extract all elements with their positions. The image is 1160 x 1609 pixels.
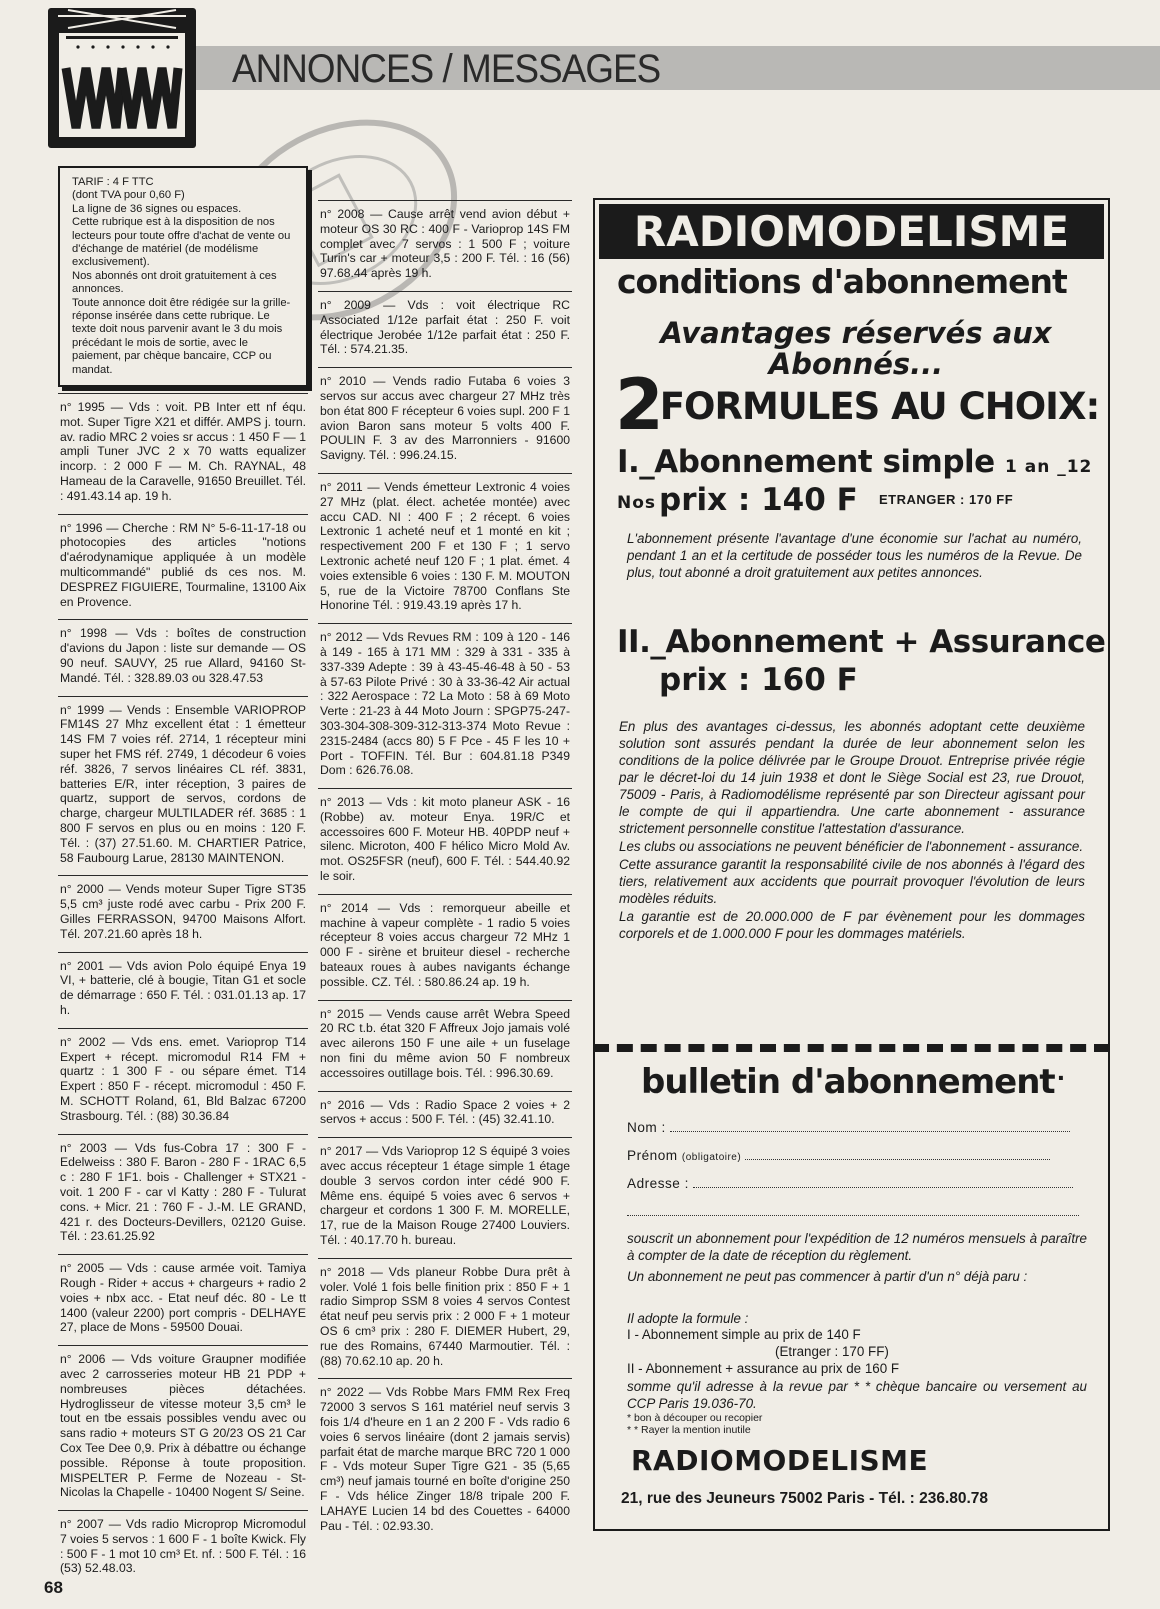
nom-label: Nom :	[627, 1120, 666, 1135]
formula-2-paragraph: Les clubs ou associations ne peuvent bénéficier de l'abonnement - assurance.	[619, 839, 1084, 854]
formula-1-foreign-price: ETRANGER : 170 FF	[879, 492, 1014, 507]
prenom-required-note: (obligatoire)	[681, 1152, 742, 1163]
formula-2-paragraph: En plus des avantages ci-dessus, les abonnés adoptant cette deuxième solution sont assurés pendant la durée de leur abonnement selon les conditions de la police délivrée par le Groupe Drouot. Entreprise privée régie par le décret-loi du 14 juin 1938 et dont le Siège Social est 23, rue Drouot, 75009 - Paris, à Radiomodélisme représenté par son Directeur agissant pour le compte de qui il appartiendra. Une carte abonnement - assurance strictement personnelle constitue l'attestation d'assurance.	[619, 719, 1085, 836]
brand-banner: RADIOMODELISME	[599, 204, 1104, 259]
bulletin-option-1: I - Abonnement simple au prix de 140 F	[627, 1327, 861, 1342]
tarif-line: La ligne de 36 signes ou espaces.	[72, 202, 242, 215]
classified-ad: n° 2005 — Vds : cause armée voit. Tamiya Rough - Rider + accus + chargeurs + radio 2 voies + nbx acc. - Etat neuf déc. 80 - Le tt 1400 (valeur 2200) port compris - DELHAYE 27, place de Mons - 59500 Douai.	[58, 1254, 308, 1345]
formules-heading	[615, 364, 1100, 446]
nom-field[interactable]	[627, 1120, 1070, 1135]
classified-ad: n° 2013 — Vds : kit moto planeur ASK - 16 (Robbe) av. moteur Enya. 19R/C et accessoires 600 F. Moteur HB. 40PDP neuf + silenc. Microton, 400 F hélico Micro Mold Av. mot. OS25FSR (neuf), 600 F. Tél. : 544.40.92 le soir.	[318, 788, 572, 894]
tarif-line: Toute annonce doit être rédigée sur la grille-réponse insérée dans cette rubrique. Le texte doit nous parvenir avant le 3 du mois précédant le mois de sortie, avec le paiement, par chèque bancaire, CCP ou mandat.	[72, 296, 291, 376]
cut-line	[593, 1044, 1110, 1052]
formules-number: 2	[615, 364, 660, 446]
formula-1-label: I._Abonnement simple	[617, 444, 995, 480]
formula-2-paragraph: Cette assurance garantit la responsabilité civile de nos abonnés à l'égard des tiers, relativement aux accidents que pourrait provoquer l'évolution de leurs modèles réduits.	[619, 857, 1085, 906]
formula-2-price: prix : 160 F	[659, 662, 858, 698]
classified-ad: n° 2009 — Vds : voit électrique RC Associated 1/12e parfait état : 250 F. voit électrique Jerobée 1/12e parfait état : 250 F. Tél. : 574.21.35.	[318, 291, 572, 367]
classified-ad: n° 2008 — Cause arrêt vend avion début + moteur OS 30 RC : 400 F - Varioprop 14S FM complet avec 7 servos : 1 500 F ; voiture Turin's car + moteur 3,5 : 200 F. Tél. : 16 (56) 97.68.44 après 19 h.	[318, 200, 572, 291]
prenom-label: Prénom	[627, 1148, 678, 1163]
classified-ad: n° 2015 — Vends cause arrêt Webra Speed 20 RC t.b. état 320 F Affreux Jojo jamais volé avec ailerons 150 F une aile + un fuselage non fini du même avion 50 F nombreux accessoires outillage bois. Tél. : 996.30.69.	[318, 1000, 572, 1091]
brand-footer: RADIOMODELISME	[631, 1444, 929, 1477]
prenom-field[interactable]	[627, 1148, 1050, 1163]
classified-ad: n° 2014 — Vds : remorqueur abeille et machine à vapeur complète - 1 radio 5 voies récepteur 8 voies accus chargeur 72 MHz 1 000 F - sirène et bruiteur diesel - recherche bateaux roues à aubes navigants échange possible. CZ. Tél. : 580.86.24 ap. 19 h.	[318, 894, 572, 1000]
bulletin-heading: bulletin d'abonnement	[641, 1062, 1055, 1102]
bulletin-text: Il adopte la formule :	[627, 1311, 749, 1326]
formula-1-duration: 1 an _12 Nos	[617, 457, 1093, 513]
classified-ad: n° 2010 — Vends radio Futaba 6 voies 3 servos sur accus avec chargeur 27 MHz très bon état 800 F récepteur 6 voies supl. 200 F 1 avion Baron sans moteur 5 volts 400 F. POULIN F. 3 av des Marronniers - 91600 Savigny. Tél. : 996.24.15.	[318, 367, 572, 473]
ads-column-2	[318, 200, 572, 1543]
publisher-address: 21, rue des Jeuneurs 75002 Paris - Tél. : 236.80.78	[621, 1490, 989, 1507]
classified-ad: n° 1996 — Cherche : RM N° 5-6-11-17-18 ou photocopies des articles "notions d'aérodynamique appliquée à un modèle multicommandé" publié ds ces nos. M. DESPREZ FIGUIERE, Tourmaline, 13100 Aix en Provence.	[58, 514, 308, 620]
adresse-label: Adresse :	[627, 1176, 689, 1191]
formula-1-text: L'abonnement présente l'avantage d'une économie sur l'achat au numéro, pendant 1 an et la certitude de posséder tous les numéros de la Revue. De plus, tout abonné a droit gratuitement aux petites annonces.	[627, 531, 1082, 580]
classified-ad: n° 2018 — Vds planeur Robbe Dura prêt à voler. Volé 1 fois belle finition prix : 850 F + 1 radio Simprop SSM 8 voies 4 servos Contest état neuf peu servis prix : 2 000 F + 1 moteur OS 6 cm³ prix : 280 F. DIEMER Hubert, 29, rue des Romains, 67440 Marmoutier. Tél. : (88) 70.62.10 ap. 20 h.	[318, 1258, 572, 1379]
classified-ad: n° 2012 — Vds Revues RM : 109 à 120 - 146 à 149 - 165 à 171 MM : 329 à 331 - 335 à 337-339 Adepte : 39 à 43-45-46-48 à 50 - 53 à 57-63 Pilote Privé : 30 à 33-36-42 Air actual : 322 Aerospace : 72 La Moto : 58 à 69 Moto Verte : 21-23 à 44 Moto Journ : SPGP75-247-303-304-308-309-312-313-374 Moto Revue : 2315-2484 (accs 80) 5 F Pce - 45 F les 10 + Port - TOFFIN. Tél. Bur : 604.81.18 P349 Dom : 626.76.08.	[318, 623, 572, 788]
bulletin-option-1-foreign: (Etranger : 170 FF)	[775, 1344, 889, 1359]
adresse-dotted-line[interactable]	[693, 1178, 1073, 1188]
classified-ad: n° 2002 — Vds ens. emet. Varioprop T14 Expert + récept. micromodul R14 FM + quartz : 1 300 F - ou sépare émet. T14 Expert : 850 F - récept. micromodul : 450 F. M. SCHOTT Roland, 61, Bld Balzac 67200 Strasbourg. Tél. : (88) 30.36.84	[58, 1028, 308, 1134]
classified-ad: n° 2016 — Vds : Radio Space 2 voies + 2 servos + accus : 500 F. Tél. : (45) 32.41.10.	[318, 1091, 572, 1138]
classified-ad: n° 2006 — Vds voiture Graupner modifiée avec 2 carrosseries moteur HB 21 PDP + nombreuses pièces détachées. Hydroglisseur de vitesse moteur 3,5 cm³ le tout en tbe essais possibles vendu avec ou sans radio + moteurs ST G 20/23 OS 21 Car Cox Tee Dee 0,9. Prix à débattre ou échange possible. Réponse à toute proposition. MISPELTER P. Ferme de Nozeau - St-Nicolas la Chapelle - 10400 Nogent S/ Seine.	[58, 1345, 308, 1510]
classified-ad: n° 1995 — Vds : voit. PB Inter ett nf équ. mot. Super Tigre X21 et différ. AMPS j. tourn. av. radio MRC 2 voies sr accus : 1 450 F — 1 ampli Tuner JVC 2 x 70 watts equalizer incorp. : 2 000 F — M. Ch. RAYNAL, 48 Hameau de la Caravelle, 91650 Breuillet. Tél. : 491.43.14 ap. 19 h.	[58, 393, 308, 514]
adresse-field[interactable]	[627, 1176, 1073, 1191]
nom-dotted-line[interactable]	[670, 1122, 1070, 1132]
footnote: * bon à découper ou recopier	[627, 1412, 763, 1424]
subscription-box	[593, 198, 1110, 1531]
classified-ad: n° 2017 — Vds Varioprop 12 S équipé 3 voies avec accus récepteur 1 étage simple 1 étage double 3 servos cordon inter cédé 900 F. Même ens. équipé 5 voies avec 6 servos + chargeur et cordons 1 300 F. M. MORELLE, 17, rue de la Maison Rouge 27400 Louviers. Tél. : 40.17.70 h. bureau.	[318, 1137, 572, 1258]
prenom-dotted-line[interactable]	[745, 1150, 1050, 1160]
bulletin-option-2: II - Abonnement + assurance au prix de 160 F	[627, 1361, 900, 1376]
tarif-box	[58, 166, 308, 387]
bulletin-dot: ·	[1057, 1062, 1067, 1093]
formula-1-price: prix : 140 F	[659, 482, 858, 518]
tarif-line: (dont TVA pour 0,60 F)	[72, 189, 185, 202]
tarif-line: Nos abonnés ont droit gratuitement à ces annonces.	[72, 269, 277, 296]
ads-column-1	[58, 166, 308, 1586]
avantages-heading: Avantages réservés aux Abonnés...	[660, 316, 1052, 381]
subscription-subtitle: conditions d'abonnement	[617, 262, 1067, 301]
classified-ad: n° 2011 — Vends émetteur Lextronic 4 voies 27 MHz (plat. élect. achetée montée) avec accu CAD. NI : 400 F ; 2 récept. 6 voies Lextronic 1 acheté neuf et 1 monté en kit ; respectivement 200 F et 130 F ; 1 servo Lextronic acheté neuf 120 F ; 1 plat. émet. 4 voies extensible 6 voies : 130 F. M. MOUTON 5, rue de la Victoire 78700 Conflans Ste Honorine Tél. : 919.43.19 après 17 h.	[318, 473, 572, 623]
formula-2-text	[619, 718, 1085, 943]
classified-ad: n° 2000 — Vends moteur Super Tigre ST35 5,5 cm³ juste rodé avec carbu - Prix 200 F. Gilles FERRASSON, 94700 Maisons Alfort. Tél. 207.21.60 après 18 h.	[58, 875, 308, 951]
classified-ad: n° 2003 — Vds fus-Cobra 17 : 300 F - Edelweiss : 380 F. Baron - 280 F - 1RAC 6,5 c : 280 F 1F1. bois - Challenger + STX21 - voit. 1 200 F - car vl Katty : 280 F - Tulurat cons. + Micr. 21 : 760 F - J.-M. LE GRAND, 421 r. des Docteurs-Devillers, 02120 Guise. Tél. : 23.61.25.92	[58, 1134, 308, 1255]
classified-ad: n° 2001 — Vds avion Polo équipé Enya 19 VI, + batterie, clé à bougie, Titan G1 et socle de démarrage : 650 F. Tél. : 031.01.13 ap. 17 h.	[58, 952, 308, 1028]
tarif-line: TARIF : 4 F TTC	[72, 176, 154, 188]
bulletin-text: Un abonnement ne peut pas commencer à partir d'un n° déjà paru :	[627, 1269, 1028, 1284]
mw-logo-icon	[48, 8, 196, 148]
formules-text: FORMULES AU CHOIX:	[659, 385, 1100, 428]
formula-2-paragraph: La garantie est de 20.000.000 de F par évènement pour les dommages corporels et de 1.000.000 F pour les dommages matériels.	[619, 909, 1085, 941]
bulletin-text: souscrit un abonnement pour l'expédition de 12 numéros mensuels à paraître à compter de la date de réception du règlement.	[627, 1231, 1087, 1263]
footnote: * * Rayer la mention inutile	[627, 1424, 751, 1436]
bulletin-text: somme qu'il adresse à la revue par * * chèque bancaire ou versement au CCP Paris 19.036-70.	[627, 1379, 1087, 1411]
page-title: ANNONCES / MESSAGES	[232, 47, 661, 91]
classified-ad: n° 2022 — Vds Robbe Mars FMM Rex Freq 72000 3 servos S 161 matériel neuf servis 3 fois 1/4 d'heure en 1 an 2 200 F - Vds radio 6 voies 6 servos linéaire (dont 2 jamais servis) parfait état de marche marque BRC 720 1 000 F - Vds moteur Super Tigre G21 - 35 (5,65 cm³) neuf jamais tourné en boîte d'origine 250 F - Vds hélice Zinger 18/8 tripale 200 F. LAHAYE Lucien 14 bd des Couettes - 64000 Pau - Tél. : 02.93.30.	[318, 1378, 572, 1543]
adresse-dotted-line-2[interactable]	[627, 1200, 1079, 1216]
tarif-line: Cette rubrique est à la disposition de nos lecteurs pour toute offre d'achat de vente ou d'échange de matériel (de modélisme exclusivement).	[72, 216, 291, 269]
classified-ad: n° 2007 — Vds radio Microprop Micromodul 7 voies 5 servos : 1 600 F - 1 boîte Kwick. Fly : 500 F - 1 mot 10 cm³ Et. nf. : 500 F. Tél. : 16 (53) 52.48.03.	[58, 1510, 308, 1586]
classified-ad: n° 1999 — Vends : Ensemble VARIOPROP FM14S 27 Mhz excellent état : 1 émetteur 14S FM 7 voies réf. 2714, 1 récepteur mini super het FMS réf. 2749, 1 décodeur 6 voies réf. 3826, 7 servos linéaires CL réf. 3831, batteries E/R, inter réception, 3 paires de quartz, support de servos, cordons de charge, chargeur MULTILADER réf. 3685 : 1 800 F servos en plus ou en moins : 120 F. Tél. : (37) 27.51.60. M. CHARTIER Patrice, 58 Faubourg Larue, 28130 MAINTENON.	[58, 696, 308, 876]
formula-2-title: II._Abonnement + Assurance	[617, 624, 1106, 660]
page-number: 68	[44, 1578, 63, 1597]
classified-ad: n° 1998 — Vds : boîtes de construction d'avions du Japon : liste sur demande — OS 90 neuf. SAUVY, 25 rue Allard, 94160 St-Mandé. Tél. : 328.89.03 ou 328.47.53	[58, 619, 308, 695]
